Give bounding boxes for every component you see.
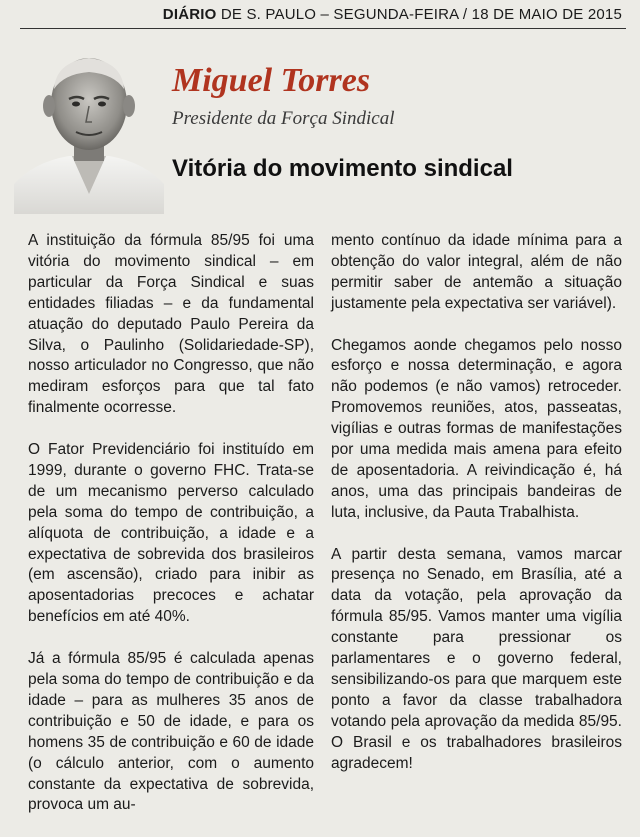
masthead-date: DE S. PAULO – SEGUNDA-FEIRA / 18 DE MAIO DE 2015 [220, 6, 622, 23]
article-headline: Vitória do movimento sindical [172, 155, 513, 182]
article-paragraph: A instituição da fórmula 85/95 foi uma vitória do movimento sindical – em particular da Força Sindical e suas entidades filiadas – e da fundamental atuação do deputado Paulo Pereira da Silva, o Paulinho (Solidariedade-SP), nosso articulador no Congresso, que não mediram esforços para que tal fato finalmente ocorresse. [28, 232, 314, 417]
article-paragraph: Já a fórmula 85/95 é calculada apenas pela soma do tempo de contribuição e da idade – para as mulheres 35 anos de contribuição e 50 de idade, e para os homens 35 de contribuição e 60 de idade (o cálculo anterior, com o aumento constante da expectativa de sobrevida, provoca um au- [28, 650, 314, 814]
newspaper-name: DIÁRIO [162, 6, 217, 23]
article-right-column [331, 231, 622, 795]
author-photo-illustration [14, 44, 164, 214]
header-rule [20, 28, 626, 29]
author-role: Presidente da Força Sindical [172, 108, 395, 129]
article-paragraph: mento contínuo da idade mínima para a obtenção do valor integral, além de não permitir saber de antemão a situação justamente pela expectativa ser variável). [331, 232, 622, 312]
author-photo [14, 44, 164, 214]
article-paragraph: A partir desta semana, vamos marcar presença no Senado, em Brasília, até a data da votação, pela aprovação da fórmula 85/95. Vamos manter uma vigília constante para pressionar os parlamentares e o governo federal, sensibilizando-os para que marquem este ponto a favor da classe trabalhadora votando pela aprovação da medida 85/95. O Brasil e os trabalhadores brasileiros agradecem! [331, 545, 622, 772]
masthead [163, 6, 622, 23]
article-paragraph: Chegamos aonde chegamos pelo nosso esforço e nossa determinação, e agora não podemos (e não vamos) retroceder. Promovemos reuniões, atos, passeatas, vigílias e outras formas de manifestações por uma medida mais amena para efeito de aposentadoria. A reivindicação é, há anos, uma das principais bandeiras de luta, inclusive, da Pauta Trabalhista. [331, 336, 622, 521]
author-name: Miguel Torres [172, 62, 371, 99]
article-left-column [28, 231, 314, 837]
article-paragraph: O Fator Previdenciário foi instituído em 1999, durante o governo FHC. Trata-se de um mecanismo perverso calculado pela soma do tempo de contribuição, a alíquota de contribuição, a idade e a expectativa de sobrevida dos brasileiros (em ascensão), criado para inibir as aposentadorias precoces e achatar benefícios em até 40%. [28, 441, 314, 626]
